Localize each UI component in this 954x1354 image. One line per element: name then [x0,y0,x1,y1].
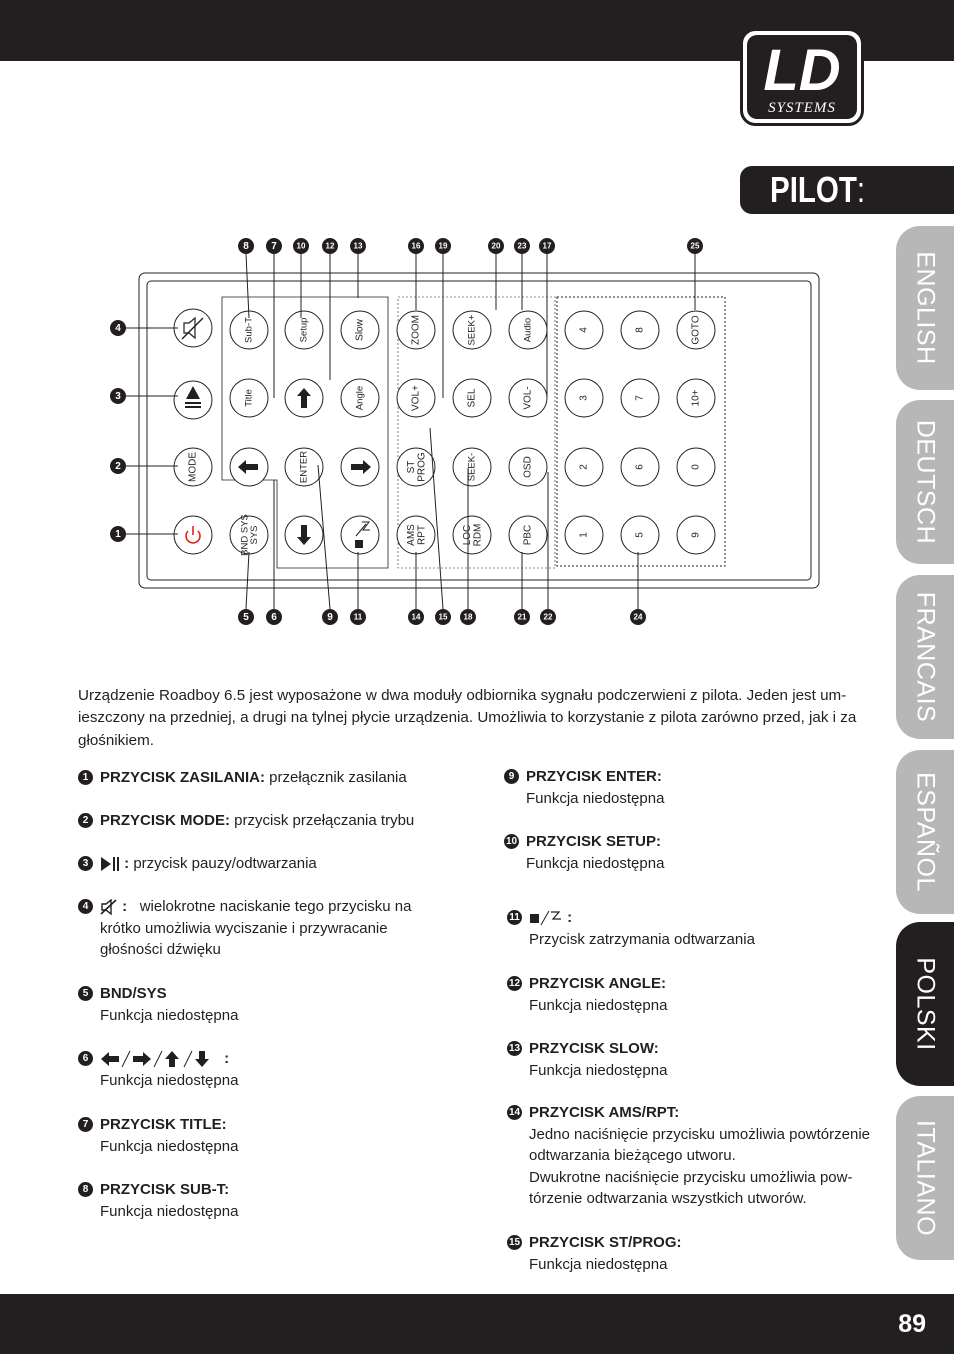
remote-label-slow: Slow [354,319,366,341]
callout-label-top-8: 23 [517,241,527,251]
callout-label-bottom-3: 11 [353,612,363,622]
pause-bar [185,402,201,404]
list-item-14: 14 PRZYCISK AMS/RPT: Jedno naciśnięcie przycisku umożliwia powtórzenie odtwarzania bieżącego utworu. Dwukrotne naciśnięcie przycisku umożliwia pow- tórzenie odtwarzania wszystkich utworów. [508,1104,870,1207]
list-item-9: 9 PRZYCISK ENTER: Funkcja niedostępna [526,766,664,809]
callout-label-left-0: 4 [115,323,121,335]
tab-english[interactable]: ENGLISH [896,226,954,390]
list-item-3: 3 : przycisk pauzy/odtwarzania [100,853,317,875]
tab-deutsch[interactable]: DEUTSCH [896,400,954,564]
callout-label-top-4: 13 [353,241,363,251]
callout-label-bottom-1: 6 [271,612,277,624]
remote-label-vol-minus: VOL- [522,386,534,410]
remote-label-vol-plus: VOL+ [410,385,422,411]
remote-label-goto: GOTO [690,315,702,345]
callout-label-bottom-9: 24 [633,612,643,622]
tab-francais[interactable]: FRANCAIS [896,575,954,739]
callout-label-left-1: 3 [115,391,121,403]
section-title-bar [740,166,954,214]
play-pause-icon [100,856,120,872]
intro-text: Urządzenie Roadboy 6.5 jest wyposażone w dwa moduły odbiornika sygnału podczerwieni z pilota. Jeden jest um- ieszczony na przedniej, a drugi na tylnej płycie urządzenia. Umożliwia to korzystanie z pilota zarówno przed, jak i za głośnikiem. [78,687,857,749]
remote-label-title: Title [243,389,255,407]
stop-icon [355,540,363,548]
remote-label-num-9: 9 [690,532,702,538]
page-number: 89 [898,1310,926,1338]
remote-label-ams-rpt: AMSRPT [405,524,428,546]
remote-label-mode: MODE [187,452,199,482]
remote-label-zoom: ZOOM [410,315,422,345]
remote-label-st-prog: STPROG [405,452,428,482]
list-item-11: 11 : Przycisk zatrzymania odtwarzania [529,907,755,950]
logo-text-ld: LD [763,38,841,103]
remote-label-num-8: 5 [634,532,646,538]
remote-label-setup: Setup [298,317,310,343]
remote-label-sub-t: Sub-T [243,317,255,343]
callout-label-bottom-7: 21 [517,612,527,622]
list-item-12: 12 PRZYCISK ANGLE: Funkcja niedostępna [508,975,668,1014]
list-item-10: 10 PRZYCISK SETUP: Funkcja niedostępna [505,833,665,872]
callout-label-bottom-8: 22 [543,612,553,622]
logo-text-systems: SYSTEMS [768,100,836,116]
callout-label-top-0: 8 [243,241,249,253]
callout-label-bottom-2: 9 [327,612,333,624]
list-item-4: 4 : wielokrotne naciskanie tego przycisku na krótko umożliwia wyciszanie i przywracanie głośności dźwięku [100,896,412,961]
stop-eject-icon [529,910,563,926]
callout-label-top-7: 20 [491,241,501,251]
pause-bar-2 [185,406,201,408]
callout-label-top-1: 7 [271,241,277,253]
remote-label-num-7: 1 [578,532,590,538]
list-item-1: 1 PRZYCISK ZASILANIA: przełącznik zasilania [100,767,407,789]
list-item-5: 5 BND/SYS Funkcja niedostępna [100,983,238,1026]
remote-label-num-1: 8 [634,327,646,333]
remote-label-bnd-sys: BND SYSSYS [238,514,260,556]
remote-label-num-0: 4 [578,327,590,333]
callout-label-top-3: 12 [325,241,335,251]
remote-label-num-6: 0 [690,464,702,470]
callout-label-top-9: 17 [542,241,552,251]
arrow-keys-icon [100,1050,220,1068]
mute-icon [100,899,118,915]
callout-label-left-2: 2 [115,461,121,473]
callout-label-bottom-5: 15 [438,612,448,622]
list-item-6: 6 : Funkcja niedostępna [100,1048,238,1091]
tab-espanol[interactable]: ESPAÑOL [896,750,954,914]
list-item-13: 13 PRZYCISK SLOW: Funkcja niedostępna [508,1040,668,1079]
remote-label-osd: OSD [522,456,534,478]
bottom-bar [0,1294,954,1354]
remote-diagram [100,232,840,632]
remote-label-loc-rdm: LOCRDM [461,523,484,547]
callout-label-top-10: 25 [690,241,700,251]
remote-label-sel: SEL [466,388,478,408]
remote-label-seek-plus: SEEK+ [466,314,478,346]
tab-polski[interactable]: POLSKI [896,922,954,1086]
remote-label-num-2: 3 [578,395,590,401]
remote-label-num-3: 7 [634,395,646,401]
remote-label-num-5: 6 [634,464,646,470]
list-item-2: 2 PRZYCISK MODE: przycisk przełączania trybu [100,810,414,832]
list-item-8: 8 PRZYCISK SUB-T: Funkcja niedostępna [100,1179,238,1222]
remote-label-angle: Angle [354,385,366,411]
list-item-7: 7 PRZYCISK TITLE: Funkcja niedostępna [100,1114,238,1157]
callout-label-bottom-6: 18 [463,612,473,622]
remote-button-stop-eject [341,516,379,554]
remote-label-num-4: 2 [578,464,590,470]
callout-label-bottom-0: 5 [243,612,249,624]
ld-systems-logo [740,28,864,126]
remote-label-enter: ENTER [298,450,310,484]
remote-label-seek-minus: SEEK- [466,452,478,482]
remote-label-ten-plus: 10+ [690,389,702,407]
callout-label-left-3: 1 [115,529,121,541]
remote-label-pbc: PBC [522,524,534,546]
callout-label-top-5: 16 [411,241,421,251]
callout-label-bottom-4: 14 [411,612,421,622]
callout-label-top-2: 10 [296,241,306,251]
tab-italiano[interactable]: ITALIANO [896,1096,954,1260]
remote-label-audio: Audio [522,317,534,343]
callout-label-top-6: 19 [438,241,448,251]
list-item-15: 15 PRZYCISK ST/PROG: Funkcja niedostępna [508,1234,682,1273]
page-title: PILOT: [770,169,866,210]
